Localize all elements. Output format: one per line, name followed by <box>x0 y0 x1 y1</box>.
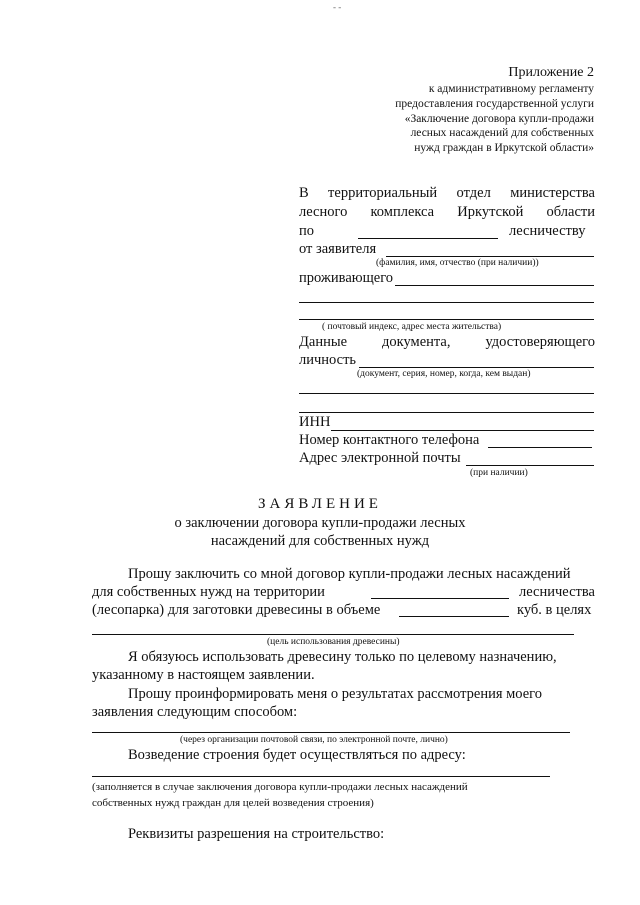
email-label: Адрес электронной почты <box>299 450 461 466</box>
appendix-line: предоставления государственной услуги <box>395 97 594 110</box>
forestry-field[interactable] <box>358 238 498 239</box>
word: отдел <box>456 185 491 201</box>
appendix-block <box>334 64 594 156</box>
method-field[interactable] <box>92 732 570 733</box>
phone-field[interactable] <box>488 447 592 448</box>
document-subtitle-2: насаждений для собственных нужд <box>210 533 430 549</box>
p3-line2: заявления следующим способом: <box>92 704 298 720</box>
applicant-name-field[interactable] <box>386 256 594 257</box>
word: Данные <box>299 334 348 350</box>
appendix-line: к административному регламенту <box>428 83 594 95</box>
p1-line2b: лесничества <box>519 584 595 600</box>
forestry-label: лесничеству <box>509 223 586 239</box>
territory-field[interactable] <box>371 598 509 599</box>
addressee-line-2 <box>299 204 595 221</box>
word: комплекса <box>370 204 435 220</box>
address-note: ( почтовый индекс, адрес места жительства) <box>322 322 502 332</box>
p4: Возведение строения будет осуществляться по адресу: <box>128 747 466 763</box>
p3-line1: Прошу проинформировать меня о результатах рассмотрения моего <box>128 686 543 702</box>
word: территориальный <box>328 185 438 201</box>
method-note: (через организации почтовой связи, по электронной почте, лично) <box>180 735 448 745</box>
word: министерства <box>510 185 595 201</box>
residing-label: проживающего <box>299 270 394 286</box>
address-field-2[interactable] <box>299 302 594 303</box>
document-field[interactable] <box>359 367 594 368</box>
fill-note-text: (заполняется в случае заключения договора купли-продажи лесных насаждений <box>92 781 468 793</box>
identity-label: личность <box>299 352 357 368</box>
word: Иркутской <box>457 204 524 220</box>
document-subtitle-1: о заключении договора купли-продажи лесных <box>174 515 466 531</box>
fill-note-line2: собственных нужд граждан для целей возведения строения) <box>92 797 374 809</box>
p1-line2a: для собственных нужд на территории <box>92 584 325 600</box>
email-field[interactable] <box>466 465 594 466</box>
appendix-line: нужд граждан в Иркутской области» <box>414 142 594 155</box>
p1-line3b: куб. в целях <box>517 602 592 618</box>
doc-line <box>299 334 595 351</box>
from-applicant-label: от заявителя <box>299 241 377 257</box>
fill-note-line1 <box>92 781 595 793</box>
inn-label: ИНН <box>299 414 331 430</box>
word: удостоверяющего <box>485 334 595 350</box>
appendix-title: Приложение 2 <box>508 65 594 80</box>
document-field-2[interactable] <box>299 393 594 394</box>
addressee-line-1 <box>299 185 595 202</box>
scan-mark: - - <box>333 2 342 12</box>
construction-address-field[interactable] <box>92 776 550 777</box>
appendix-line: лесных насаждений для собственных <box>410 127 594 140</box>
p2-line2: указанному в настоящем заявлении. <box>92 667 315 683</box>
email-note: (при наличии) <box>470 468 528 478</box>
address-field-3[interactable] <box>299 319 594 320</box>
applicant-name-note: (фамилия, имя, отчество (при наличии)) <box>376 258 539 268</box>
word: В <box>299 185 309 201</box>
p2-line1: Я обязуюсь использовать древесину только по целевому назначению, <box>128 649 557 665</box>
word: области <box>546 204 595 220</box>
document-title: ЗАЯВЛЕНИЕ <box>258 496 382 512</box>
p1-line3a: (лесопарка) для заготовки древесины в объеме <box>92 602 381 618</box>
purpose-field[interactable] <box>92 634 574 635</box>
document-note: (документ, серия, номер, когда, кем выдан) <box>357 369 531 379</box>
address-field-1[interactable] <box>395 285 594 286</box>
document-field-3[interactable] <box>299 412 594 413</box>
p1-line1: Прошу заключить со мной договор купли-продажи лесных насаждений <box>128 566 571 582</box>
word: лесного <box>299 204 348 220</box>
phone-label: Номер контактного телефона <box>299 432 480 448</box>
volume-field[interactable] <box>399 616 509 617</box>
appendix-line: «Заключение договора купли-продажи <box>404 112 594 125</box>
purpose-note: (цель использования древесины) <box>267 637 400 647</box>
word: документа, <box>382 334 451 350</box>
po-label: по <box>299 223 315 239</box>
inn-field[interactable] <box>331 430 594 431</box>
p5: Реквизиты разрешения на строительство: <box>128 826 385 842</box>
